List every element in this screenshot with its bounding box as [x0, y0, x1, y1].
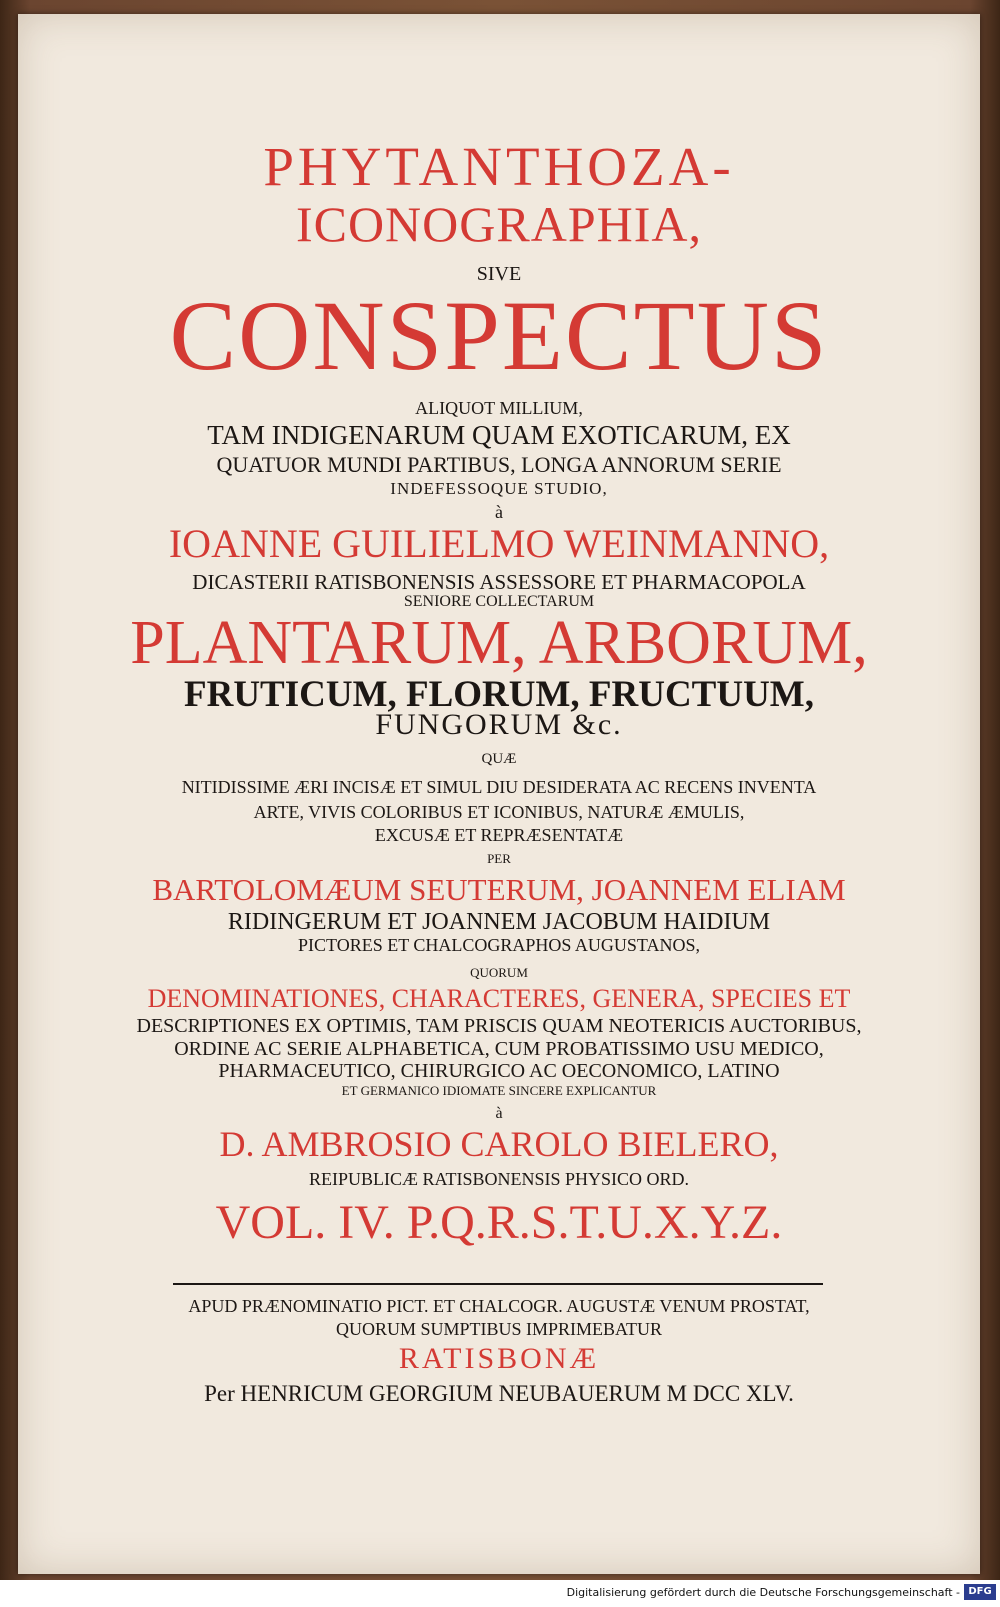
conspectus-heading: CONSPECTUS — [169, 280, 829, 391]
dfg-logo: DFG — [964, 1584, 996, 1600]
text-line-19: EXCUSÆ ET REPRÆSENTATÆ — [374, 825, 624, 845]
text-line-24: QUORUM — [470, 965, 528, 980]
text-line-11: DICASTERII RATISBONENSIS ASSESSORE ET PHARMACOPOLA — [192, 570, 806, 594]
text-line-34: APUD PRÆNOMINATIO PICT. ET CHALCOGR. AUGUSTÆ VENUM PROSTAT, — [188, 1296, 810, 1316]
place-name: RATISBONÆ — [398, 1342, 600, 1375]
text-line-18: ARTE, VIVIS COLORIBUS ET ICONIBUS, NATURÆ ÆMULIS, — [253, 802, 745, 822]
text-line-30: à — [495, 1105, 503, 1122]
text-line-27: ORDINE AC SERIE ALPHABETICA, CUM PROBATISSIMO USU MEDICO, — [174, 1038, 824, 1060]
divider-rule — [173, 1283, 823, 1285]
text-line-7: QUATUOR MUNDI PARTIBUS, LONGA ANNORUM SERIE — [216, 452, 782, 477]
author-name: IOANNE GUILIELMO WEINMANNO, — [168, 521, 830, 566]
text-line-20: PER — [487, 851, 511, 866]
volume-heading: VOL. IV. P.Q.R.S.T.U.X.Y.Z. — [215, 1196, 783, 1249]
text-line-9: à — [495, 502, 503, 522]
text-line-22: RIDINGERUM ET JOANNEM JACOBUM HAIDIUM — [227, 909, 771, 935]
text-line-35: QUORUM SUMPTIBUS IMPRIMEBATUR — [335, 1319, 663, 1339]
title-line-1: PHYTANTHOZA- — [263, 136, 735, 197]
editor-name: D. AMBROSIO CAROLO BIELERO, — [219, 1124, 779, 1164]
title-page — [18, 14, 980, 1574]
text-line-6: TAM INDIGENARUM QUAM EXOTICARUM, EX — [207, 420, 791, 450]
plantarum-heading: PLANTARUM, ARBORUM, — [130, 609, 868, 677]
title-line-2: ICONOGRAPHIA, — [295, 196, 703, 252]
text-line-29: ET GERMANICO IDIOMATE SINCERE EXPLICANTUR — [341, 1083, 657, 1098]
text-line-17: NITIDISSIME ÆRI INCISÆ ET SIMUL DIU DESIDERATA AC RECENS INVENTA — [181, 777, 817, 797]
footer-credit: Digitalisierung gefördert durch die Deutsche Forschungsgemeinschaft - — [566, 1586, 960, 1599]
text-line-23: PICTORES ET CHALCOGRAPHOS AUGUSTANOS, — [298, 935, 700, 955]
text-line-5: ALIQUOT MILLIUM, — [415, 398, 583, 418]
engravers-names: BARTOLOMÆUM SEUTERUM, JOANNEM ELIAM — [152, 872, 846, 907]
text-line-25: DENOMINATIONES, CHARACTERES, GENERA, SPECIES ET — [147, 984, 851, 1013]
text-line-14: FRUTICUM, FLORUM, FRUCTUUM, — [184, 674, 814, 715]
text-line-28: PHARMACEUTICO, CHIRURGICO AC OECONOMICO, LATINO — [218, 1060, 780, 1082]
text-line-16: QUÆ — [481, 751, 517, 767]
digitization-footer — [0, 1580, 1000, 1607]
text-line-8: INDEFESSOQUE STUDIO, — [390, 479, 608, 498]
text-line-26: DESCRIPTIONES EX OPTIMIS, TAM PRISCIS QUAM NEOTERICIS AUCTORIBUS, — [136, 1015, 862, 1037]
text-line-32: REIPUBLICÆ RATISBONENSIS PHYSICO ORD. — [308, 1169, 690, 1189]
text-line-15: FUNGORUM &c. — [375, 708, 623, 741]
sive-line: SIVE — [476, 263, 522, 285]
text-line-12: SENIORE COLLECTARUM — [403, 593, 595, 610]
text-line-37: Per HENRICUM GEORGIUM NEUBAUERUM M DCC XLV. — [204, 1381, 794, 1406]
